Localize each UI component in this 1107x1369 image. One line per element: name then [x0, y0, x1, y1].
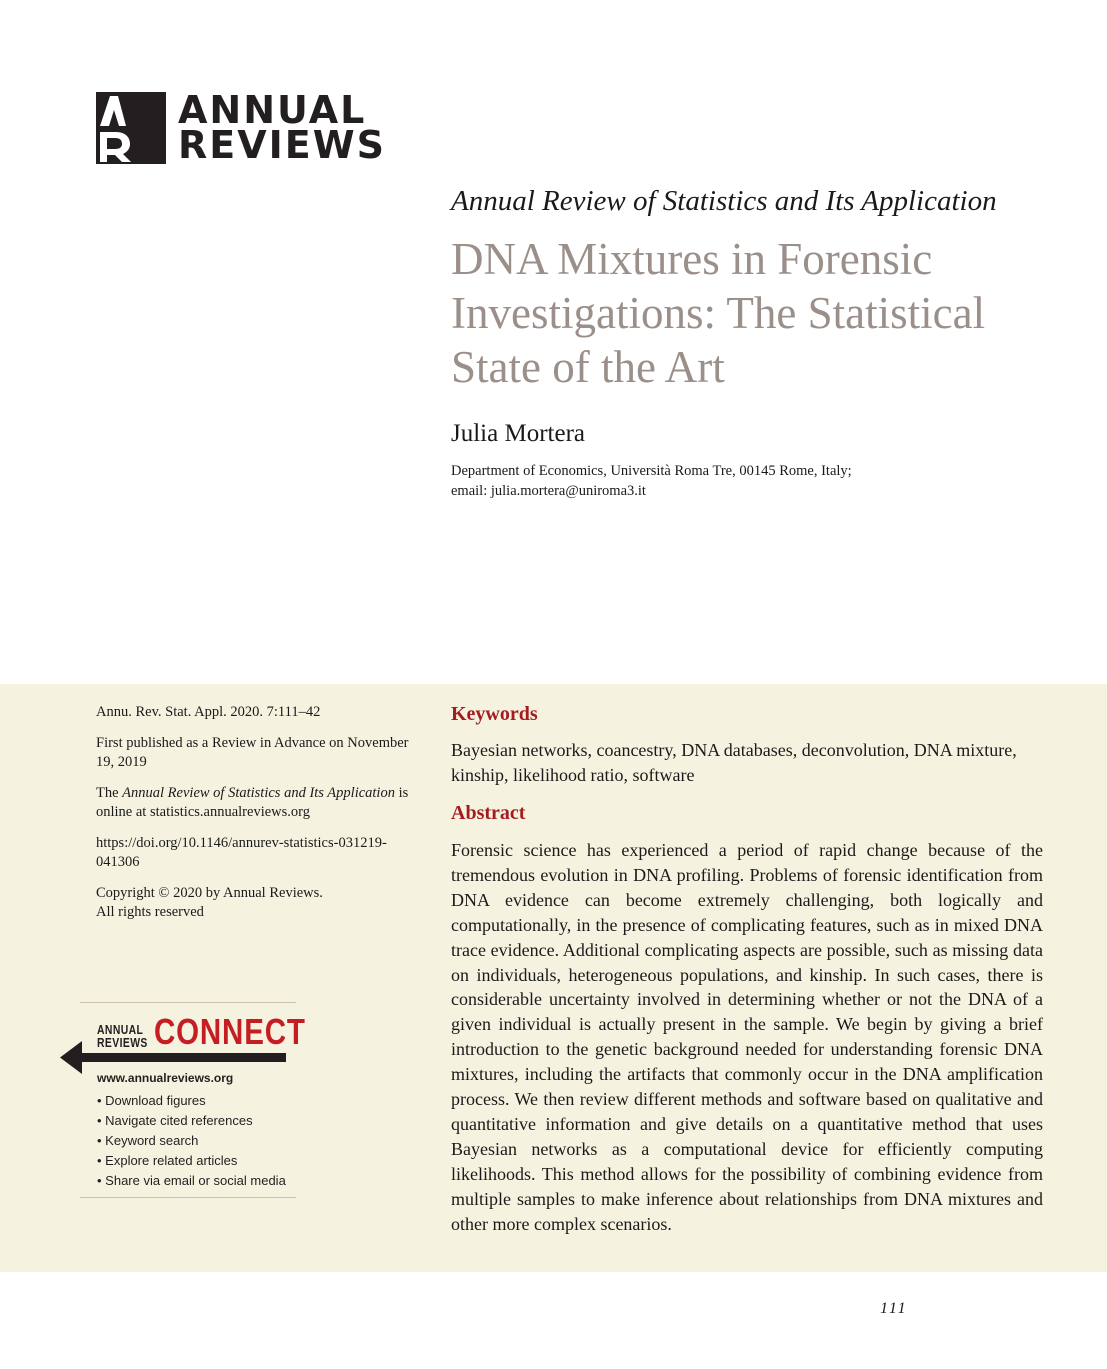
feature-explore-articles: • Explore related articles	[97, 1153, 238, 1168]
connect-url[interactable]: www.annualreviews.org	[97, 1071, 234, 1085]
feature-keyword-search: • Keyword search	[97, 1133, 199, 1148]
abstract-text: Forensic science has experienced a period of rapid change because of the tremendous evolution in DNA profiling. Problems of forensic identification from DNA evidence can become extremely challenging, both logically and computationally, in the presence of complicating features, such as in mixed DNA trace evidence. Additional complicating aspects are possible, such as missing data on individuals, heterogeneous populations, and kinship. In such cases, there is considerable uncertainty involved in determining whether or not the DNA of a given individual is actually present in the sample. We begin by giving a brief introduction to the genetic background needed for understanding forensic DNA mixtures, including the artifacts that commonly occur in the DNA amplification process. We then review different methods and software based on qualitative and quantitative information and give details on a quantitative method that uses Bayesian networks as a computational device for efficiently computing likelihoods. This method allows for the possibility of combining evidence from multiple samples to make inference about relationships from DNA mixtures and other more complex scenarios.	[451, 840, 1043, 1234]
annual-reviews-logo	[96, 88, 387, 167]
author-affiliation	[451, 461, 1011, 501]
connect-brand-annual: ANNUAL	[97, 1022, 144, 1037]
online-availability	[96, 784, 416, 822]
logo-word-reviews: REVIEWS	[178, 123, 387, 167]
feature-download-figures: • Download figures	[97, 1093, 206, 1108]
copyright-line: Copyright © 2020 by Annual Reviews.	[96, 885, 323, 901]
first-published: First published as a Review in Advance on November 19, 2019	[96, 735, 409, 770]
feature-navigate-references: • Navigate cited references	[97, 1113, 253, 1128]
abstract-heading: Abstract	[451, 802, 526, 824]
affiliation-email[interactable]: email: julia.mortera@uniroma3.it	[451, 483, 646, 499]
copyright	[96, 884, 416, 922]
article-title: DNA Mixtures in Forensic Investigations: The Statistical State of the Art	[451, 234, 986, 392]
affiliation-line: Department of Economics, Università Roma Tre, 00145 Rome, Italy;	[451, 463, 852, 479]
rights-line: All rights reserved	[96, 904, 204, 920]
keywords-list: Bayesian networks, coancestry, DNA databases, deconvolution, DNA mixture, kinship, likelihood ratio, software	[451, 740, 1017, 785]
author-name: Julia Mortera	[451, 420, 585, 447]
journal-name: Annual Review of Statistics and Its Application	[451, 185, 997, 217]
citation: Annu. Rev. Stat. Appl. 2020. 7:111–42	[96, 704, 321, 720]
logo-word-annual: ANNUAL	[178, 88, 367, 132]
connect-brand-reviews: REVIEWS	[97, 1035, 148, 1050]
online-suffix: is online at statistics.annualreviews.org	[96, 785, 409, 820]
doi-link[interactable]: https://doi.org/10.1146/annurev-statistics-031219-041306	[96, 835, 387, 870]
logo-wordmark	[178, 88, 387, 167]
feature-share: • Share via email or social media	[97, 1173, 286, 1188]
online-journal: Annual Review of Statistics and Its Application	[122, 785, 395, 801]
online-prefix: The	[96, 785, 123, 801]
keywords-heading: Keywords	[451, 703, 538, 725]
page-number: 111	[880, 1300, 908, 1317]
ar-logo-mark-icon	[96, 92, 166, 164]
publication-info	[96, 703, 416, 934]
connect-wordmark: CONNECT	[154, 1011, 307, 1052]
connect-features	[97, 1091, 286, 1191]
annual-reviews-connect-box[interactable]	[80, 1002, 307, 1198]
